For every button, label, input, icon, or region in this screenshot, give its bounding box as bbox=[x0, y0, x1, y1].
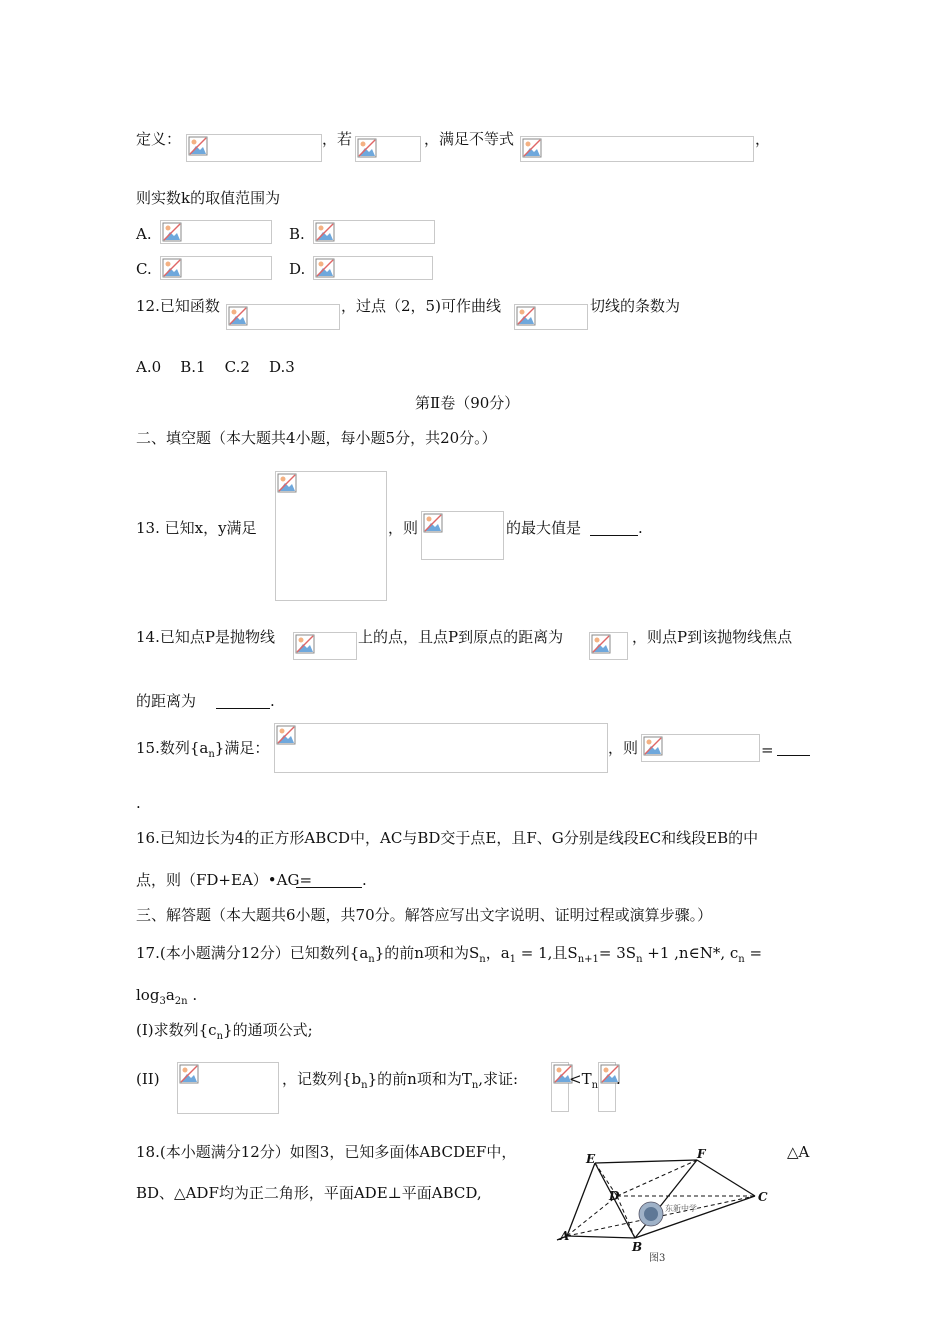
broken-image-icon bbox=[643, 736, 663, 756]
formula-image bbox=[520, 136, 754, 162]
q11-line1-end: ， bbox=[755, 130, 771, 148]
q17-text: 17.(本小题满分12分）已知数列{a bbox=[136, 944, 369, 962]
q15-equals: = bbox=[761, 741, 774, 759]
q13-answer-blank bbox=[590, 521, 638, 540]
figure-caption: 图3 bbox=[649, 1253, 666, 1264]
q17-sub: 2n bbox=[174, 996, 188, 1007]
q15-dot: . bbox=[136, 794, 141, 812]
q11-option-d: D. bbox=[289, 260, 306, 278]
q17-sub: 1 bbox=[509, 954, 517, 965]
broken-image-icon bbox=[276, 725, 296, 745]
section3-heading: 三、解答题（本大题共6小题，共70分。解答应写出文字说明、证明过程或演算步骤。） bbox=[136, 906, 713, 924]
polyhedron-figure bbox=[555, 1148, 780, 1264]
stamp-text: 东新中学 bbox=[665, 1204, 697, 1213]
vertex-label-d: D bbox=[609, 1189, 620, 1203]
q17-sub: n bbox=[636, 954, 643, 965]
q17-sub: n bbox=[361, 1080, 368, 1091]
vertex-label-c: C bbox=[758, 1190, 768, 1204]
q12-options: A.0 B.1 C.2 D.3 bbox=[136, 358, 295, 376]
q11-line2: 则实数k的取值范围为 bbox=[136, 189, 281, 207]
q16-answer-blank bbox=[296, 873, 362, 892]
formula-image bbox=[160, 256, 272, 280]
broken-image-icon bbox=[315, 258, 335, 278]
q13-c: 的最大值是 bbox=[506, 519, 582, 537]
broken-image-icon bbox=[591, 634, 611, 654]
formula-image bbox=[313, 256, 433, 280]
q17-sub: n bbox=[479, 954, 486, 965]
broken-image-icon bbox=[423, 513, 443, 533]
q17-line1 bbox=[136, 943, 762, 970]
vertex-label-f: F bbox=[697, 1148, 706, 1161]
formula-image bbox=[275, 471, 387, 601]
q13-b: ，则 bbox=[388, 519, 419, 537]
q17-text: +1 ,n∈N*, c bbox=[642, 944, 739, 962]
q16-end: . bbox=[362, 871, 367, 889]
broken-image-icon bbox=[188, 136, 208, 156]
q16-line2: 点，则（FD+EA）•AG= bbox=[136, 871, 313, 889]
q17-text: = bbox=[744, 944, 763, 962]
vertex-label-a: A bbox=[560, 1229, 570, 1243]
q17-text: . bbox=[187, 986, 198, 1004]
q17-part2-end: . bbox=[616, 1070, 621, 1088]
q14-c: ，则点P到该抛物线焦点 bbox=[632, 628, 793, 646]
q15-line bbox=[136, 738, 269, 765]
broken-image-icon bbox=[179, 1064, 199, 1084]
q11-option-b: B. bbox=[289, 225, 305, 243]
q17-sub: 3 bbox=[159, 996, 166, 1007]
formula-image bbox=[177, 1062, 279, 1114]
section2-heading: 二、填空题（本大题共4小题，每小题5分，共20分。） bbox=[136, 429, 497, 447]
q17-sub: n bbox=[368, 954, 375, 965]
formula-image bbox=[598, 1062, 616, 1112]
q14-end: . bbox=[270, 692, 275, 710]
q18-line2: BD、△ADF均为正二角形，平面ADE⊥平面ABCD, bbox=[136, 1184, 482, 1202]
broken-image-icon bbox=[357, 138, 377, 158]
q17-text: ，a bbox=[485, 944, 510, 962]
q17-text: (I)求数列{c bbox=[136, 1021, 217, 1039]
q17-text: ,求证: bbox=[478, 1070, 519, 1088]
formula-image bbox=[160, 220, 272, 244]
q18-line1-right: △A bbox=[787, 1143, 810, 1161]
q14-line2: 的距离为 bbox=[136, 692, 197, 710]
broken-image-icon bbox=[516, 306, 536, 326]
q17-part2-text bbox=[282, 1069, 518, 1096]
q18-line1: 18.(本小题满分12分）如图3，已知多面体ABCDEF中， bbox=[136, 1143, 517, 1161]
formula-image bbox=[293, 632, 357, 660]
q15-sub: n bbox=[208, 749, 215, 760]
q17-sub: n bbox=[216, 1031, 224, 1042]
q17-part1 bbox=[136, 1020, 313, 1047]
q17-sub: n bbox=[471, 1080, 479, 1091]
formula-image bbox=[551, 1062, 569, 1112]
q11-line1-mid1: ，若 bbox=[322, 130, 353, 148]
formula-image bbox=[226, 304, 340, 330]
q11-line1-prefix: 定义： bbox=[136, 130, 182, 148]
broken-image-icon bbox=[522, 138, 542, 158]
q15-answer-blank bbox=[777, 741, 810, 760]
broken-image-icon bbox=[162, 258, 182, 278]
school-stamp-icon bbox=[639, 1202, 697, 1226]
broken-image-icon bbox=[162, 222, 182, 242]
q17-line2 bbox=[136, 985, 197, 1012]
formula-image bbox=[313, 220, 435, 244]
q15-suffix: }满足： bbox=[214, 739, 270, 757]
formula-image bbox=[641, 734, 760, 762]
q17-text: log bbox=[136, 986, 160, 1004]
formula-image bbox=[514, 304, 588, 330]
q13-end: . bbox=[638, 519, 643, 537]
broken-image-icon bbox=[315, 222, 335, 242]
formula-image bbox=[355, 136, 421, 162]
q11-line1-mid2: ，满足不等式 bbox=[424, 130, 515, 148]
q17-text: <T bbox=[569, 1070, 592, 1088]
broken-image-icon bbox=[277, 473, 297, 493]
part2-title: 第Ⅱ卷（90分） bbox=[415, 394, 520, 412]
vertex-label-e: E bbox=[586, 1152, 596, 1166]
q12-line1-b: ，过点（2，5)可作曲线 bbox=[341, 297, 501, 315]
q11-option-c: C. bbox=[136, 260, 152, 278]
q16-line1: 16.已知边长为4的正方形ABCD中，AC与BD交于点E，且F、G分别是线段EC和线段EB的中 bbox=[136, 829, 759, 847]
q12-line1-c: 切线的条数为 bbox=[590, 297, 681, 315]
broken-image-icon bbox=[228, 306, 248, 326]
q17-part2-label: (II) bbox=[136, 1070, 160, 1088]
q17-text: }的通项公式; bbox=[223, 1021, 313, 1039]
q17-sub: n bbox=[591, 1080, 599, 1091]
q12-line1-a: 12.已知函数 bbox=[136, 297, 220, 315]
formula-image bbox=[274, 723, 608, 773]
broken-image-icon bbox=[295, 634, 315, 654]
q17-sub: n+1 bbox=[577, 954, 599, 965]
q15-c: ，则 bbox=[608, 739, 639, 757]
q14-answer-blank bbox=[216, 694, 270, 713]
q11-option-a: A. bbox=[136, 225, 152, 243]
formula-image bbox=[589, 632, 628, 660]
formula-image bbox=[186, 134, 322, 162]
q13-a: 13. 已知x，y满足 bbox=[136, 519, 257, 537]
q17-text: ，记数列{b bbox=[282, 1070, 362, 1088]
q17-text: }的前n项和为S bbox=[374, 944, 480, 962]
q14-b: 上的点，且点P到原点的距离为 bbox=[358, 628, 564, 646]
q17-text: = 3S bbox=[598, 944, 637, 962]
q14-a: 14.已知点P是抛物线 bbox=[136, 628, 275, 646]
formula-image bbox=[421, 511, 504, 560]
q17-sub: n bbox=[738, 954, 745, 965]
q17-text: }的前n项和为T bbox=[367, 1070, 472, 1088]
q15-prefix: 15.数列{a bbox=[136, 739, 209, 757]
q17-text: a bbox=[165, 986, 175, 1004]
q17-text: = 1,且S bbox=[516, 944, 578, 962]
vertex-label-b: B bbox=[632, 1240, 643, 1254]
